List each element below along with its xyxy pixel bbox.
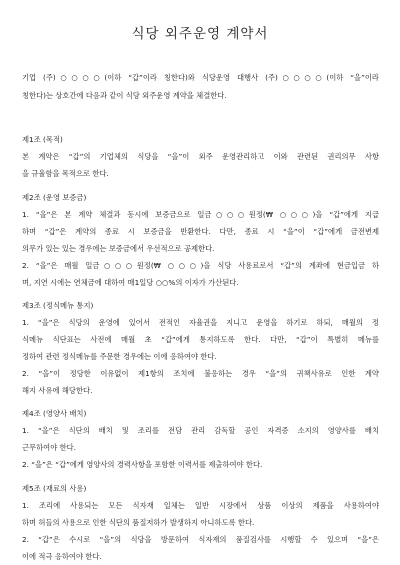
article-2-heading: 제2조 (운영 보증금) bbox=[22, 193, 87, 202]
article-3-line: 2. “을”이 정당한 이유없이 제1항의 조치에 불응하는 경우 “을”의 귀책사유로 인한 계약 bbox=[22, 369, 379, 378]
article-1-line: 본 계약은 “갑”의 기업체의 식당을 “을”이 외주 운영관리하고 이와 관련된 권리의무 사항 bbox=[22, 152, 379, 161]
article-2-line: 1. “을”은 본 계약 체결과 동시에 보증금으로 일금○○○원정(₩ ○○○)을 “갑”에게 지급 bbox=[22, 210, 379, 219]
article-2-line: 2. “을”은 매월 일금○○○원정(₩ ○○○)을 식당 사용료로서 “갑”의 계좌에 현금입금 하 bbox=[22, 261, 379, 270]
article-4-line: 근무하여야 한다. bbox=[22, 443, 76, 452]
intro-line: 기업 (주)○○○○(이하 “갑”이라 칭한다)와 식당운영 대행사 (주)○○○○(이하 “을”이라 bbox=[22, 73, 379, 82]
article-4-line: 2. “을”은 “갑”에게 영양사의 경력사항을 포함한 이력서를 제출하여야 한다. bbox=[22, 460, 263, 469]
article-5-line: 2. “갑”은 수시로 “을”의 식당을 방문하여 식자재의 품질검사를 시행할 수 있으며 “을”은 bbox=[22, 535, 379, 544]
article-5-heading: 제5조 (재료의 사용) bbox=[22, 484, 87, 493]
article-1-heading: 제1조 (목적) bbox=[22, 135, 63, 144]
article-5-line: 이에 적극 응하여야 한다. bbox=[22, 552, 102, 561]
article-3-line: 해지 사유에 해당한다. bbox=[22, 386, 93, 395]
article-2-line: 며, 지연 시에는 연체금에 대하여 매1일당 ○○%의 이자가 가산된다. bbox=[22, 278, 239, 287]
article-3-line: 1. “을”은 식당의 운영에 있어서 전적인 자율권을 지니고 운영을 하기로 하되, 매월의 정 bbox=[22, 318, 379, 327]
intro-line: 칭한다)는 상호간에 다음과 같이 식당 외주운영 계약을 체결한다. bbox=[22, 91, 227, 100]
article-3-heading: 제3조 (정식메뉴 통지) bbox=[22, 301, 94, 310]
article-2-line: 의무가 있는 있는 경우에는 보증금에서 우선적으로 공제한다. bbox=[22, 244, 215, 253]
article-4-heading: 제4조 (영양사 배치) bbox=[22, 409, 87, 418]
article-5-line: 1. 조리에 사용되는 모든 식자재 일체는 일반 시장에서 상품 이상의 제품을 사용하여야 bbox=[22, 501, 379, 510]
article-5-line: 하며 허들의 사용으로 인한 식단의 품질저하가 발생하지 아니하도록 한다. bbox=[22, 518, 255, 527]
article-3-line: 정하여 관련 정식메뉴를 주문한 경우에는 이에 응하여야 한다. bbox=[22, 352, 217, 361]
article-1-line: 을 규율함을 목적으로 한다. bbox=[22, 169, 109, 178]
article-2-line: 하며 “갑”은 계약의 종료 시 보증금을 반환한다. 다만, 종료 시 “을”이 “갑”에게 금전변제 bbox=[22, 227, 379, 236]
article-4-line: 1. “을”은 식단의 배치 및 조리를 전담 관리 감독할 공인 자격증 소지의 영양사를 배치 bbox=[22, 426, 379, 435]
document-title: 식당 외주운영 계약서 bbox=[131, 26, 269, 42]
article-3-line: 식메뉴 식단표는 사전에 매월 초 “갑”에게 통지하도록 한다. 다만, “갑”이 특별히 메뉴를 bbox=[22, 335, 379, 344]
